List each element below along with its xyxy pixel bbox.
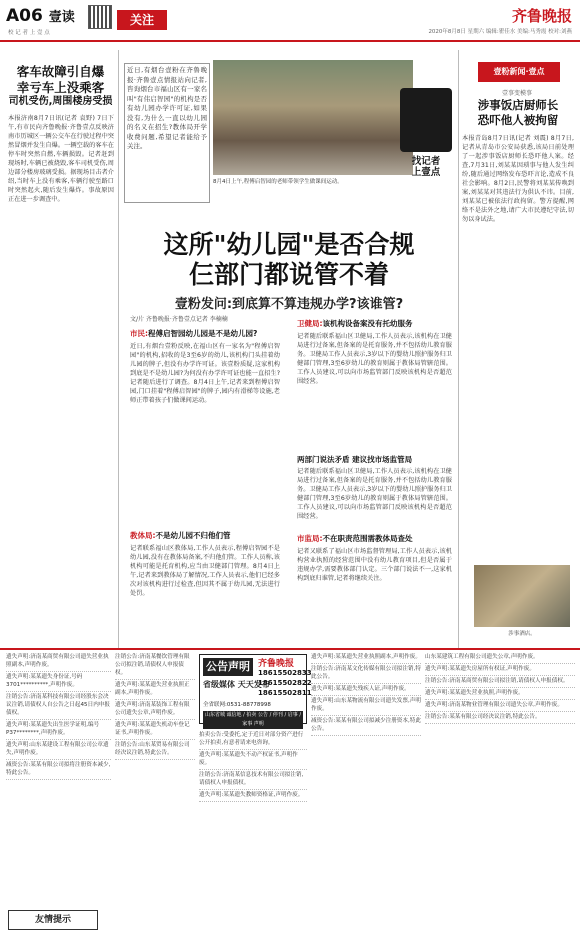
classified-ad-item: 遗失声明:山东某建设工程有限公司公章遗失,声明作废。 [6,740,111,760]
classified-ad-item: 拍卖公告:受委托,定于近日对部分资产进行公开拍卖,有意者请来电咨询。 [199,730,307,750]
subtitle-education-bureau: 教体局:不是幼儿园不归他们管 [130,531,231,540]
classified-ad-item: 注销公告:济南某文化传媒有限公司拟注销,特此公告。 [311,664,421,684]
main-headline: 这所"幼儿园"是否合规 仨部门都说管不着 [163,230,415,289]
byline: 文/片 齐鲁晚报·齐鲁壹点记者 李楠楠 [130,316,228,323]
classified-ad-item: 注销公告:济南某科技有限公司经股东会决议注销,请债权人自公告之日起45日内申报债权。 [6,692,111,720]
classified-ad-item: 注销公告:山东某贸易有限公司经决议注销,特此公告。 [115,740,195,760]
right-headline: 涉事饭店厨师长 恐吓他人被拘留 [477,98,559,127]
subtitle-two-departments: 两部门说法矛盾 建议找市场监管局 [297,455,413,464]
classified-ad-item: 遗失声明:某某遗失营业执照正副本,声明作废。 [115,680,195,700]
column-divider [458,50,459,648]
classified-ad-item: 山东某建筑工程有限公司遗失公章,声明作废。 [425,652,575,664]
section-tag: 关注 [117,10,167,30]
article-col1: 近日,有烟台壹粉反映,在福山区有一家名为"程傅启智园"的机构,招收的是3至6岁的幼儿,该机构门头挂着幼儿园的牌子,但没有办学许可证。该壹粉质疑,这家机构到底是不是幼儿园?为何没有办学许可证也能一直招生?记者随后进行了调查。8月4日上午,记者来到程傅启智园,门口挂着"程傅启智园"的牌子,园内有滑梯等设施,老师正带着孩子们做课间运动。 [130,343,280,404]
notice-addr: 山东省城 诚信地 / 拍卖 公告 / 停刊 / 启事 / 家事 声明 [204,712,302,727]
classified-ad-item: 遗失声明:山东某物流有限公司遗失发票,声明作废。 [311,696,421,716]
classified-ad-item: 遗失声明:济南某装饰工程有限公司遗失公章,声明作废。 [115,700,195,720]
classified-ad-item: 注销公告:济南某餐饮管理有限公司拟注销,请债权人申报债权。 [115,652,195,680]
notice-phone-3: 18615502811 [258,689,312,697]
column-divider [118,50,119,648]
right-section-sub: 壹事变模事 [501,90,532,97]
date-line: 2020年8月8日 星期六 编辑:瞿佳水 美编:马秀霞 校对:刘燕 [428,29,572,35]
classified-ad-item: 遗失声明:某某遗失营业执照,声明作废。 [425,688,575,700]
left-subheadline: 司机受伤,周围楼房受损 [8,96,113,107]
notice-phone-2: 18615502822 [258,679,312,687]
subtitle-health-bureau: 卫健局:该机构设备案没有托幼服务 [297,319,413,328]
reporter-app-icon [400,88,452,152]
classified-ad-item: 遗失声明:济南某商贸有限公司遗失营业执照副本,声明作废。 [6,652,111,672]
newspaper-logo: 齐鲁晚报 [511,7,572,25]
classified-ad-item: 遗失声明:某某遗失营业执照副本,声明作废。 [311,652,421,664]
restaurant-photo [474,565,570,627]
left-headline: 客车故障引自爆 幸亏车上没乘客 [16,64,105,95]
classified-ad-item: 遗失声明:某某遗失身份证,号码3701**********,声明作废。 [6,672,111,692]
notice-logo: 齐鲁晚报 [258,659,295,669]
ad-column-4 [311,652,421,933]
ad-column-1 [6,652,111,933]
page-number: A06 壹读 [6,6,75,26]
article-col2: 记者联系福山区教体局,工作人员表示,程傅启智园不是幼儿园,没有在教体局备案,不归他们管。工作人员称,该机构可能是托育机构,应当由卫健部门管理。8月4日上午,记者来到教体局了解情况,工作人员表示,他们已经多次对该机构进行过检查,但因其不属于幼儿园,无法进行处罚。 [130,545,280,597]
kindergarten-photo [213,60,413,175]
classified-ad-item: 遗失声明:某某遗失机动车登记证书,声明作废。 [115,720,195,740]
subtitle-citizen: 市民:程傅启智园幼儿园是不是幼儿园? [130,329,258,338]
classified-ad-item: 减资公告:某某有限公司拟减少注册资本,特此公告。 [311,716,421,736]
article-col3b: 记者随后联系福山区卫健局,工作人员表示,该机构在卫健局进行过备案,但备案的是托育服务,并不包括幼儿教育服务。卫健局工作人员表示,3岁以下的婴幼儿照护服务归卫健部门管理,3至6岁幼儿的教育则属于教体局管辖范围。工作人员建议,可以向市场监管部门反映该机构是否超范围经营。 [297,468,452,520]
classified-ad-item: 注销公告:某某有限公司经决议注销,特此公告。 [425,712,575,724]
classified-ad-item: 注销公告:济南某商贸有限公司拟注销,请债权人申报债权。 [425,676,575,688]
find-reporter-badge: 找记者 上壹点 [411,156,441,178]
classified-ad-item: 遗失声明:某某遗失残疾人证,声明作废。 [311,684,421,696]
classified-ad-item: 注销公告:济南某信息技术有限公司拟注销,请债权人申报债权。 [199,770,307,790]
classified-ad-item: 遗失声明:济南某物业管理有限公司遗失公章,声明作废。 [425,700,575,712]
classified-ad-item: 遗失声明:某某遗失不动产权证书,声明作废。 [199,750,307,770]
right-photo-caption: 涉事酒店。 [508,631,536,637]
article-col4: 记者又联系了福山区市场监督管理局,工作人员表示,该机构营业执照的经营范围中没有幼儿教育项目,但是否属于违规办学,需要教体部门认定。三个部门说法不一,这家机构到底归谁管,记者将继续关注。 [297,548,452,582]
notice-phone-1: 18615502833 [258,669,312,677]
left-article-body: 本报济南8月7日讯(记者 袁野) 7日下午,有市民向齐鲁晚报·齐鲁壹点反映济南市历城区一辆公交车在行驶过程中突然冒烟并发生自爆。一辆空载的客车在停车时突然自燃,车辆损毁。记者赶到现场时,车辆已被烧毁,客车司机受伤,周边部分楼房玻璃受损。据现场目击者介绍,当时车上没有乘客,车辆行驶至路口时突然起火,随后发生爆炸。事故原因正在进一步调查中。 [8,115,114,203]
intro-text: 近日,有烟台壹粉在齐鲁晚报·齐鲁壹点情报站向记者,咨询烟台市福山区有一家名叫"有伟启智园"的机构是否有幼儿园办学许可证,如果没有,为什么一直以幼儿园的名义在招生?教体局开学收费问题,希望记者能给予关注。 [127,66,207,150]
classified-ad-item: 遗失声明:某某遗失房屋所有权证,声明作废。 [425,664,575,676]
notice-title: 公告声明 [203,658,253,676]
intro-box [124,63,210,203]
article-col3: 记者随后联系福山区卫健局,工作人员表示,该机构在卫健局进行过备案,但备案的是托育服务,并不包括幼儿教育服务。卫健局工作人员表示,3岁以下的婴幼儿照护服务归卫健部门管理,3至6岁幼儿的教育则属于教体局管辖范围。工作人员建议,可以向市场监管部门反映该机构是否超范围经营。 [297,333,452,385]
editors-line: 校 记 者 上 壹 点 [8,30,50,36]
ads-divider [0,648,580,650]
right-article-body: 本报青岛8月7日讯(记者 刘震) 8月7日,记者从青岛市公安局获悉,该局日前处理了一起涉事饭店厨师长恐吓他人案。经查,7月31日,刘某某因琐事与他人发生纠纷,随后通过网络发布恐吓言论,造成不良社会影响。8月2日,民警将刘某某传唤到案,刘某某对其违法行为供认不讳。目前,刘某某已被依法行政拘留。警方提醒,网络不是法外之地,请广大市民遵纪守法,切勿以身试法。 [462,135,574,223]
ad-column-2 [115,652,195,933]
classified-ad-item: 减资公告:某某有限公司拟将注册资本减少,特此公告。 [6,760,111,780]
friendly-tip-box: 友情提示 [8,910,98,930]
notice-tel: 全省联网:0531-88778998 [203,702,271,708]
classified-ad-item: 遗失声明:某某遗失出生医学证明,编号P37********,声明作废。 [6,720,111,740]
ad-column-3 [199,730,307,933]
notice-slogan: 省级媒体 天天发布 [203,680,270,689]
photo-caption: 8月4日上午,程傅启智园的老师带领学生做课间运动。 [213,179,343,185]
qr-code-icon [88,5,112,29]
page-header [0,0,580,42]
ad-column-5 [425,652,575,933]
main-subheadline: 壹粉发问:到底算不算违规办学?该谁管? [174,297,404,312]
classified-ad-item: 遗失声明:某某遗失教师资格证,声明作废。 [199,790,307,802]
right-section-tag: 壹粉新闻·壹点 [478,62,560,82]
subtitle-market-bureau: 市监局:不在职责范围需教体局查处 [297,534,413,543]
